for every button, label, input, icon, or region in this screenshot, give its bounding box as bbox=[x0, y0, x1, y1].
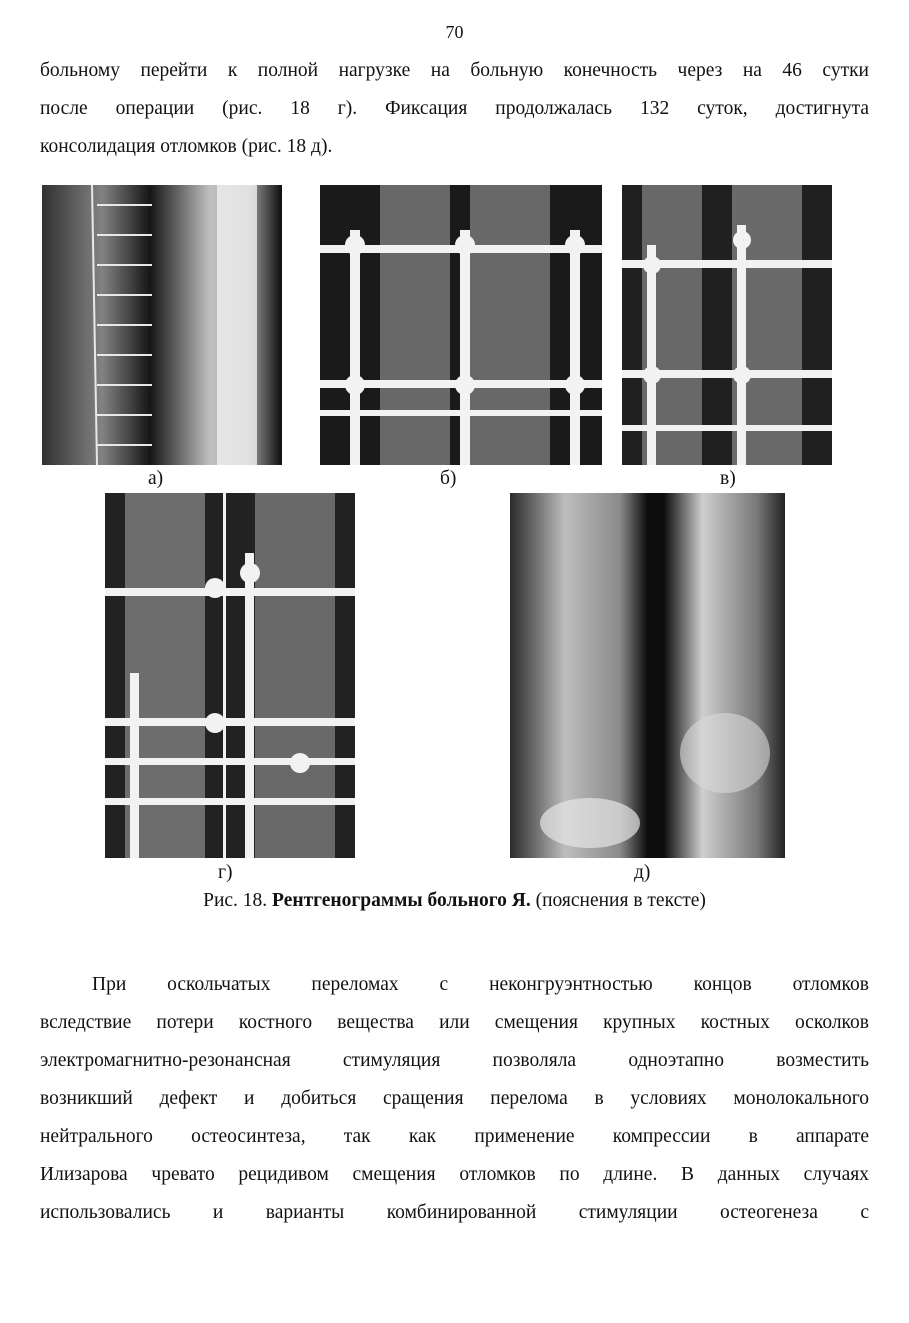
paragraph-line: после операции (рис. 18 г). Фиксация продолжалась 132 суток, достигнута bbox=[40, 98, 869, 119]
page-number: 70 bbox=[445, 22, 464, 42]
caption-prefix: Рис. 18. bbox=[203, 890, 268, 911]
xray-image-b bbox=[320, 185, 602, 465]
figure-label-g: г) bbox=[218, 862, 233, 883]
paragraph-line: больному перейти к полной нагрузке на больную конечность через на 46 сутки bbox=[40, 60, 869, 81]
paragraph-line: При оскольчатых переломах с неконгруэнтностью концов отломков bbox=[92, 974, 869, 995]
paragraph-line: использовались и варианты комбинированной стимуляции остеогенеза с bbox=[40, 1202, 869, 1223]
xray-image-v bbox=[622, 185, 832, 465]
paragraph-line: консолидация отломков (рис. 18 д). bbox=[40, 136, 333, 157]
figure-caption bbox=[0, 890, 909, 912]
paragraph-line: электромагнитно-резонансная стимуляция позволяла одноэтапно возместить bbox=[40, 1050, 869, 1071]
xray-image-a bbox=[42, 185, 282, 465]
xray-image-g bbox=[105, 493, 355, 858]
paragraph-line: возникший дефект и добиться сращения перелома в условиях монолокального bbox=[40, 1088, 869, 1109]
paragraph-line: вследствие потери костного вещества или смещения крупных костных осколков bbox=[40, 1012, 869, 1033]
paragraph-line: нейтрального остеосинтеза, так как применение компрессии в аппарате bbox=[40, 1126, 869, 1147]
caption-suffix: (пояснения в тексте) bbox=[535, 890, 706, 911]
caption-bold: Рентгенограммы больного Я. bbox=[272, 890, 531, 911]
figure-label-v: в) bbox=[720, 468, 736, 489]
paragraph-line: Илизарова чревато рецидивом смещения отломков по длине. В данных случаях bbox=[40, 1164, 869, 1185]
figure-label-a: а) bbox=[148, 468, 164, 489]
figure-label-d: д) bbox=[634, 862, 651, 883]
paragraph-2 bbox=[40, 966, 869, 1232]
paragraph-1 bbox=[40, 52, 869, 166]
figure-label-b: б) bbox=[440, 468, 457, 489]
xray-image-d bbox=[510, 493, 785, 858]
